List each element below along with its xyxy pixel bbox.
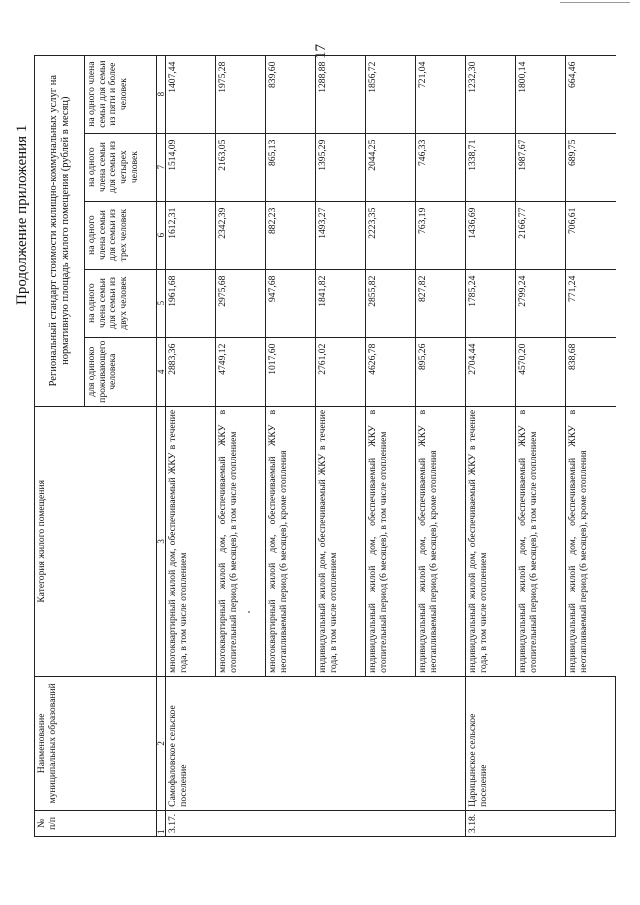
value-family-4: 746,33	[416, 133, 466, 201]
value-single: 2761,02	[316, 337, 366, 406]
value-family-5: 1975,28	[216, 55, 266, 133]
header-single: для одиноко проживающего человека	[85, 337, 157, 406]
housing-category: многоквартирный жилой дом, обеспечиваемый ЖКУ в отопительный период (6 месяцев), в том числе отоплением	[216, 406, 266, 676]
value-family-5: 721,04	[416, 55, 466, 133]
value-family-3: 882,23	[266, 201, 316, 269]
row-index: 3.17.	[166, 810, 466, 836]
column-number: 2	[157, 676, 166, 810]
row-index: 3.18.	[466, 810, 616, 836]
value-family-3: 1493,27	[316, 201, 366, 269]
value-family-2: 2975,68	[216, 269, 266, 337]
value-family-5: 1800,14	[516, 55, 566, 133]
value-family-4: 1514,09	[166, 133, 216, 201]
page-number: 17	[313, 44, 329, 59]
column-number: 1	[157, 810, 166, 836]
value-family-4: 1395,29	[316, 133, 366, 201]
column-number: 5	[157, 269, 166, 337]
value-family-3: 1436,69	[466, 201, 516, 269]
housing-category: многоквартирный жилой дом, обеспечиваемый ЖКУ в неотапливаемый период (6 месяцев), кроме отопления	[266, 406, 316, 676]
column-number: 8	[157, 55, 166, 133]
value-family-2: 947,68	[266, 269, 316, 337]
municipality-name: Самофаловское сельское поселение	[166, 676, 466, 810]
header-standard-group: Региональный стандарт стоимости жилищно-коммунальных услуг на нормативную площадь жилого помещения (рублей в месяц)	[35, 55, 85, 406]
value-single: 4570,20	[516, 337, 566, 406]
value-single: 838,68	[566, 337, 616, 406]
value-family-4: 865,13	[266, 133, 316, 201]
value-family-2: 2799,24	[516, 269, 566, 337]
value-family-2: 1961,68	[166, 269, 216, 337]
value-family-5: 1288,88	[316, 55, 366, 133]
value-family-4: 1987,67	[516, 133, 566, 201]
value-family-3: 763,19	[416, 201, 466, 269]
table-row	[166, 55, 216, 836]
header-category: Категория жилого помещения	[35, 406, 157, 676]
value-family-2: 1785,24	[466, 269, 516, 337]
value-family-4: 1338,71	[466, 133, 516, 201]
value-family-4: 2163,05	[216, 133, 266, 201]
continuation-title: Продолжение приложения 1	[14, 124, 30, 305]
value-family-5: 1407,44	[166, 55, 216, 133]
value-single: 1017,60	[266, 337, 316, 406]
housing-standard-table	[34, 55, 616, 837]
housing-category: многоквартирный жилой дом, обеспечиваемый ЖКУ в течение года, в том числе отоплением	[166, 406, 216, 676]
header-index: № п/п	[35, 810, 157, 836]
value-family-4: 2044,25	[366, 133, 416, 201]
scan-speck	[248, 611, 250, 613]
table-row	[466, 55, 516, 836]
value-single: 2704,44	[466, 337, 516, 406]
header-family-2: на одного члена семьи для семьи из двух человек	[85, 269, 157, 337]
header-municipality: Наименование муниципальных образований	[35, 676, 157, 810]
housing-category: индивидуальный жилой дом, обеспечиваемый ЖКУ в неотапливаемый период (6 месяцев), кроме отопления	[566, 406, 616, 676]
value-family-2: 2855,82	[366, 269, 416, 337]
value-family-2: 827,82	[416, 269, 466, 337]
value-single: 4626,78	[366, 337, 416, 406]
column-number: 4	[157, 337, 166, 406]
value-single: 2883,36	[166, 337, 216, 406]
housing-category: индивидуальный жилой дом, обеспечиваемый ЖКУ в отопительный период (6 месяцев), в том числе отоплением	[516, 406, 566, 676]
header-family-4: на одного члена семьи для семьи из четырех человек	[85, 133, 157, 201]
value-single: 4749,12	[216, 337, 266, 406]
value-family-5: 839,60	[266, 55, 316, 133]
column-number: 7	[157, 133, 166, 201]
column-numbers-row	[157, 55, 166, 836]
header-family-3: на одного члена семьи для семьи из трех человек	[85, 201, 157, 269]
housing-category: индивидуальный жилой дом, обеспечиваемый ЖКУ в неотапливаемый период (6 месяцев), кроме отопления	[416, 406, 466, 676]
value-family-4: 689,75	[566, 133, 616, 201]
value-family-3: 1612,31	[166, 201, 216, 269]
municipality-name: Царицынское сельское поселение	[466, 676, 616, 810]
value-family-3: 706,61	[566, 201, 616, 269]
value-family-5: 1232,30	[466, 55, 516, 133]
value-family-2: 1841,82	[316, 269, 366, 337]
housing-category: индивидуальный жилой дом, обеспечиваемый ЖКУ в течение года, в том числе отоплением	[316, 406, 366, 676]
value-family-3: 2166,77	[516, 201, 566, 269]
value-family-5: 1856,72	[366, 55, 416, 133]
column-number: 6	[157, 201, 166, 269]
housing-category: индивидуальный жилой дом, обеспечиваемый ЖКУ в течение года, в том числе отоплением	[466, 406, 516, 676]
value-single: 895,26	[416, 337, 466, 406]
column-number: 3	[157, 406, 166, 676]
value-family-3: 2223,35	[366, 201, 416, 269]
value-family-2: 771,24	[566, 269, 616, 337]
header-family-5: на одного члена семьи для семьи из пяти и более человек	[85, 55, 157, 133]
value-family-5: 664,46	[566, 55, 616, 133]
housing-category: индивидуальный жилой дом, обеспечиваемый ЖКУ в отопительный период (6 месяцев), в том числе отоплением	[366, 406, 416, 676]
value-family-3: 2342,39	[216, 201, 266, 269]
